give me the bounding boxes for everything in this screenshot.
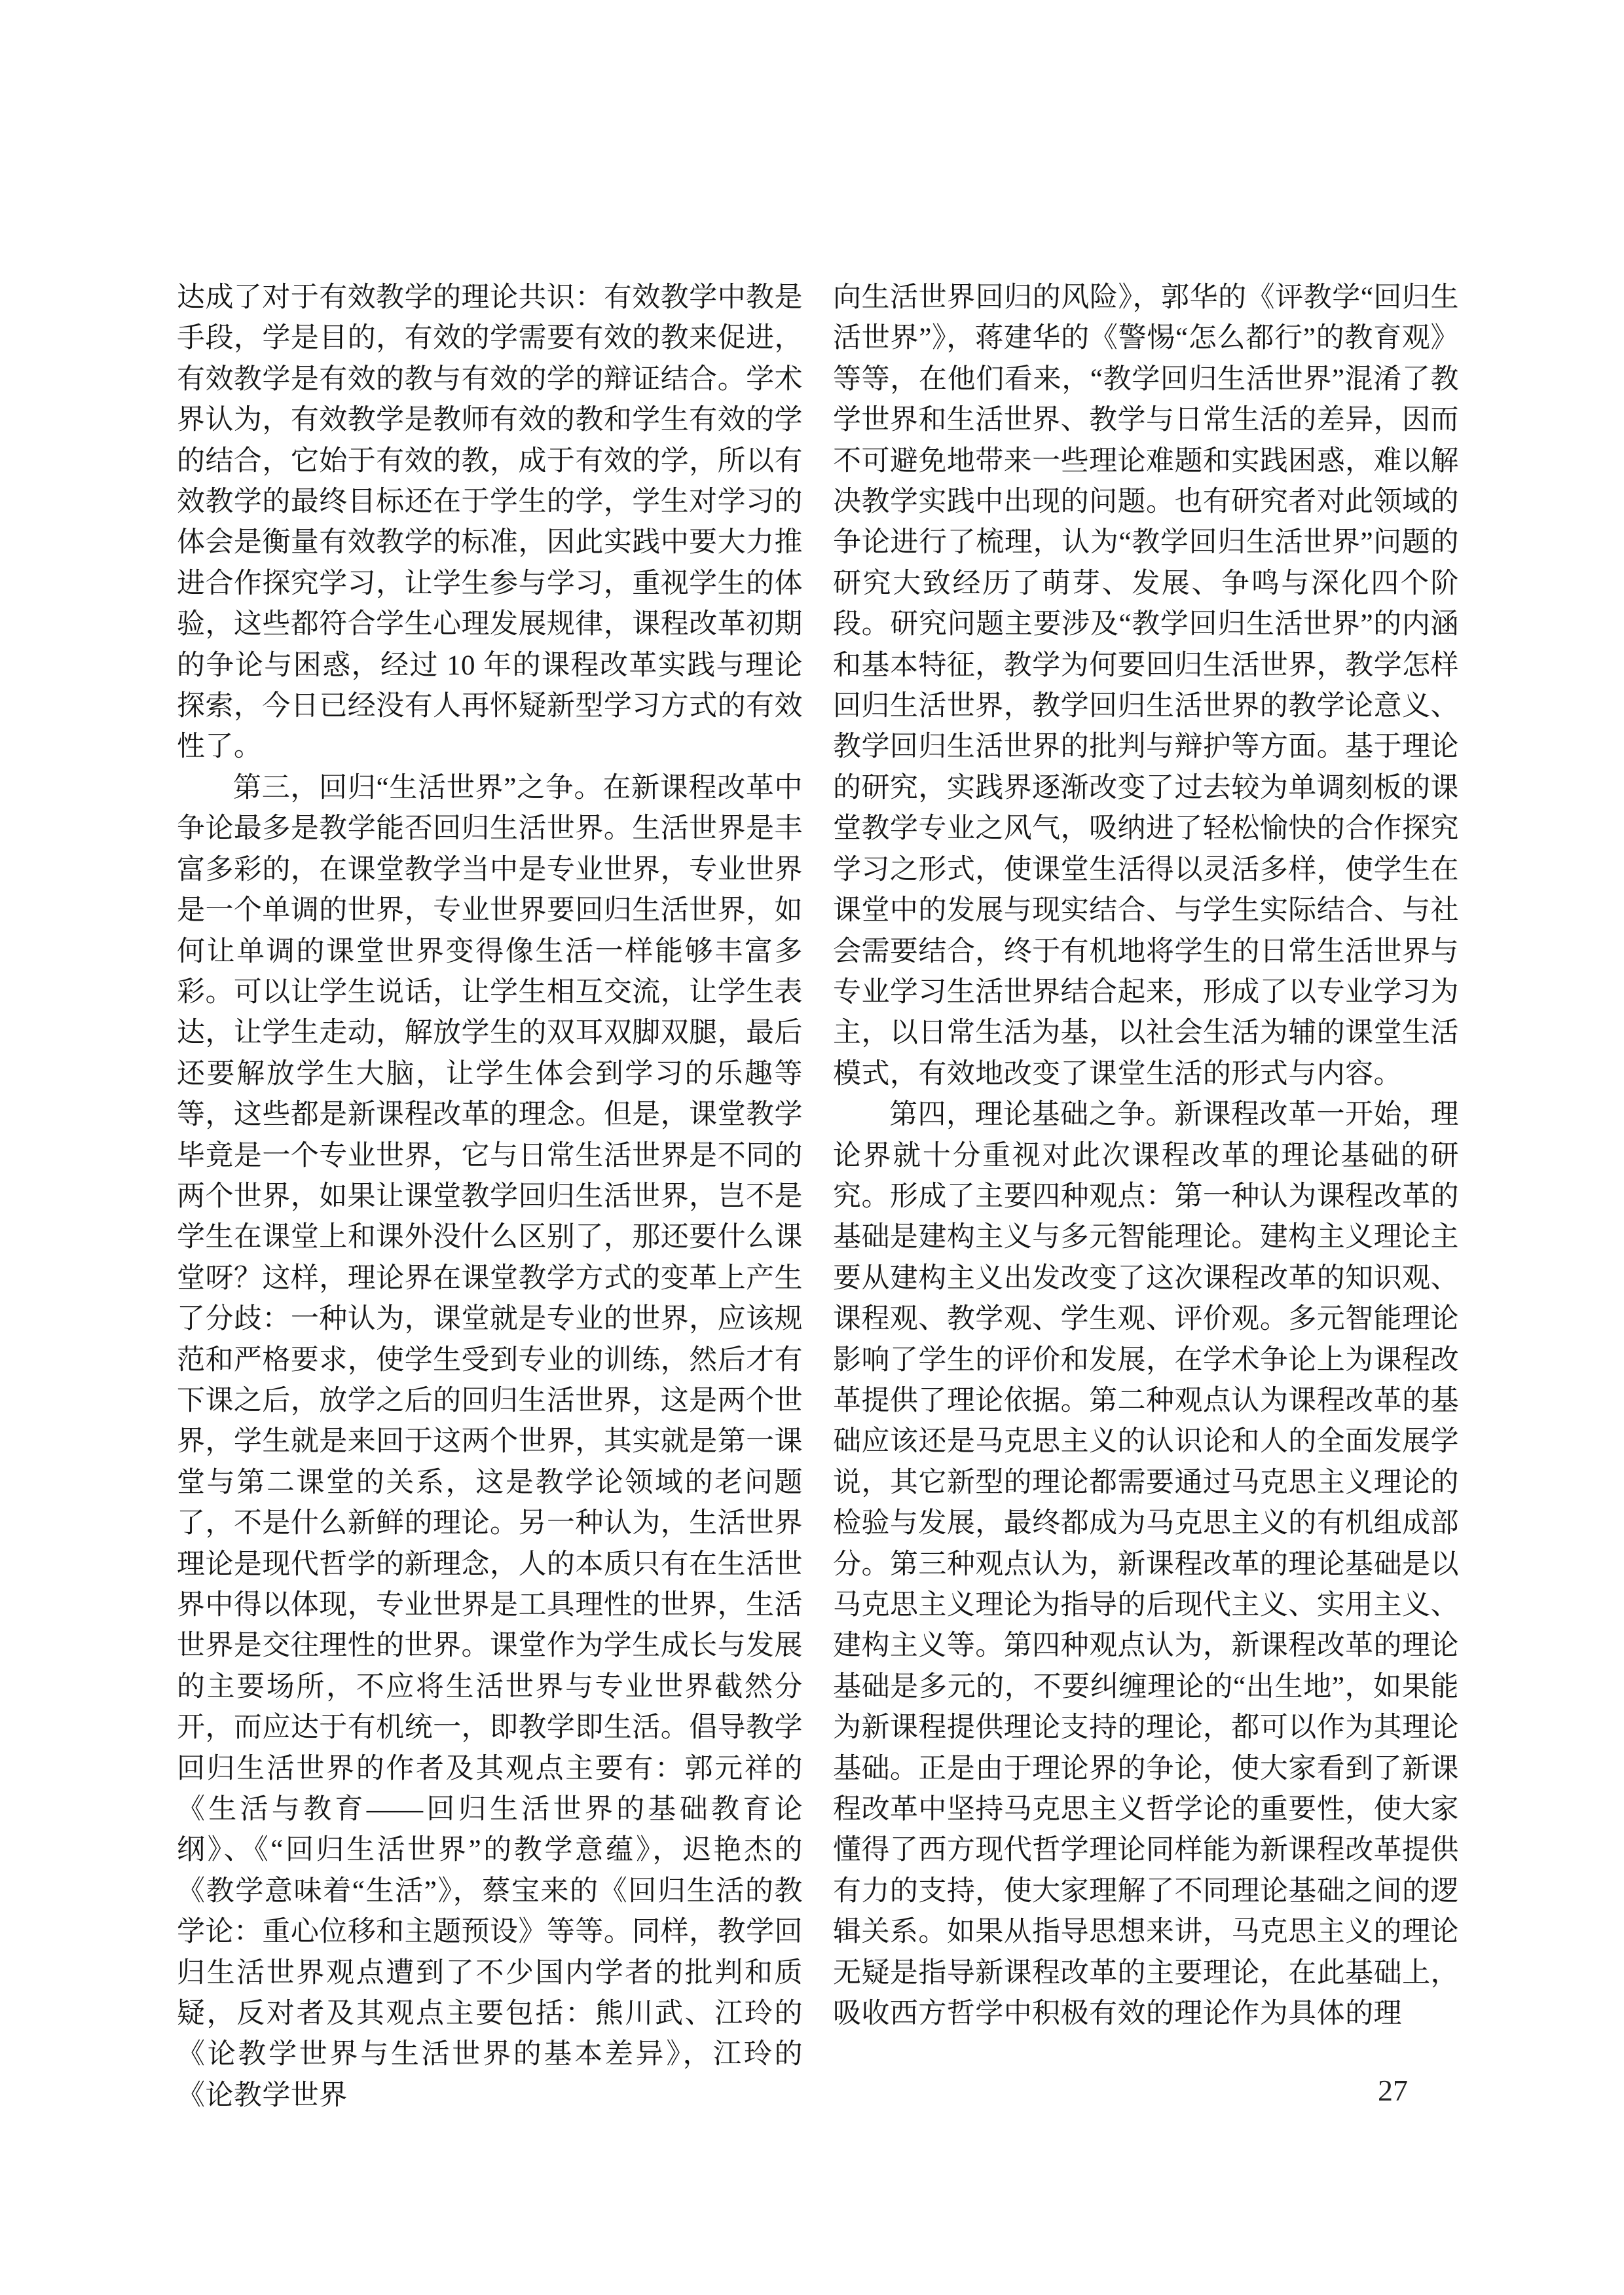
paragraph: 第四，理论基础之争。新课程改革一开始，理论界就十分重视对此次课程改革的理论基础的研究。形成了主要四种观点：第一种认为课程改革的基础是建构主义与多元智能理论。建构主义理论主要从建构主义出发改变了这次课程改革的知识观、课程观、教学观、学生观、评价观。多元智能理论影响了学生的评价和发展，在学术争论上为课程改革提供了理论依据。第二种观点认为课程改革的基础应该还是马克思主义的认识论和人的全面发展学说，其它新型的理论都需要通过马克思主义理论的检验与发展，最终都成为马克思主义的有机组成部分。第三种观点认为，新课程改革的理论基础是以马克思主义理论为指导的后现代主义、实用主义、建构主义等。第四种观点认为，新课程改革的理论基础是多元的，不要纠缠理论的“出生地”，如果能为新课程提供理论支持的理论，都可以作为其理论基础。正是由于理论界的争论，使大家看到了新课程改革中坚持马克思主义哲学论的重要性，使大家懂得了西方现代哲学理论同样能为新课程改革提供有力的支持，使大家理解了不同理论基础之间的逻辑关系。如果从指导思想来讲，马克思主义的理论无疑是指导新课程改革的主要理论，在此基础上，吸收西方哲学中积极有效的理论作为具体的理 <box>833 1099 1459 2030</box>
left-column <box>177 278 803 2116</box>
paragraph: 向生活世界回归的风险》，郭华的《评教学“回归生活世界”》，蒋建华的《警惕“怎么都行”的教育观》等等，在他们看来，“教学回归生活世界”混淆了教学世界和生活世界、教学与日常生活的差异，因而不可避免地带来一些理论难题和实践困惑，难以解决教学实践中出现的问题。也有研究者对此领域的争论进行了梳理，认为“教学回归生活世界”问题的研究大致经历了萌芽、发展、争鸣与深化四个阶段。研究问题主要涉及“教学回归生活世界”的内涵和基本特征，教学为何要回归生活世界，教学怎样回归生活世界，教学回归生活世界的教学论意义、教学回归生活世界的批判与辩护等方面。基于理论的研究，实践界逐渐改变了过去较为单调刻板的课堂教学专业之风气，吸纳进了轻松愉快的合作探究学习之形式，使课堂生活得以灵活多样，使学生在课堂中的发展与现实结合、与学生实际结合、与社会需要结合，终于有机地将学生的日常生活世界与专业学习生活世界结合起来，形成了以专业学习为主，以日常生活为基，以社会生活为辅的课堂生活模式，有效地改变了课堂生活的形式与内容。 <box>833 282 1459 1090</box>
paragraph: 达成了对于有效教学的理论共识：有效教学中教是手段，学是目的，有效的学需要有效的教来促进，有效教学是有效的教与有效的学的辩证结合。学术界认为，有效教学是教师有效的教和学生有效的学的结合，它始于有效的教，成于有效的学，所以有效教学的最终目标还在于学生的学，学生对学习的体会是衡量有效教学的标准，因此实践中要大力推进合作探究学习，让学生参与学习，重视学生的体验，这些都符合学生心理发展规律，课程改革初期的争论与困惑，经过 10 年的课程改革实践与理论探索，今日已经没有人再怀疑新型学习方式的有效性了。 <box>177 282 803 763</box>
paragraph: 第三，回归“生活世界”之争。在新课程改革中争论最多是教学能否回归生活世界。生活世界是丰富多彩的，在课堂教学当中是专业世界，专业世界是一个单调的世界，专业世界要回归生活世界，如何让单调的课堂世界变得像生活一样能够丰富多彩。可以让学生说话，让学生相互交流，让学生表达，让学生走动，解放学生的双耳双脚双腿，最后还要解放学生大脑，让学生体会到学习的乐趣等等，这些都是新课程改革的理念。但是，课堂教学毕竟是一个专业世界，它与日常生活世界是不同的两个世界，如果让课堂教学回归生活世界，岂不是学生在课堂上和课外没什么区别了，那还要什么课堂呀？这样，理论界在课堂教学方式的变革上产生了分歧：一种认为，课堂就是专业的世界，应该规范和严格要求，使学生受到专业的训练，然后才有下课之后，放学之后的回归生活世界，这是两个世界，学生就是来回于这两个世界，其实就是第一课堂与第二课堂的关系，这是教学论领域的老问题了，不是什么新鲜的理论。另一种认为，生活世界理论是现代哲学的新理念，人的本质只有在生活世界中得以体现，专业世界是工具理性的世界，生活世界是交往理性的世界。课堂作为学生成长与发展的主要场所，不应将生活世界与专业世界截然分开，而应达于有机统一，即教学即生活。倡导教学回归生活世界的作者及其观点主要有：郭元祥的《生活与教育——回归生活世界的基础教育论纲》、《“回归生活世界”的教学意蕴》，迟艳杰的《教学意味着“生活”》，蔡宝来的《回归生活的教学论：重心位移和主题预设》等等。同样，教学回归生活世界观点遭到了不少国内学者的批判和质疑，反对者及其观点主要包括：熊川武、江玲的《论教学世界与生活世界的基本差异》，江玲的《论教学世界 <box>177 772 803 2111</box>
right-column <box>833 278 1459 2034</box>
page-number: 27 <box>1378 2074 1408 2107</box>
